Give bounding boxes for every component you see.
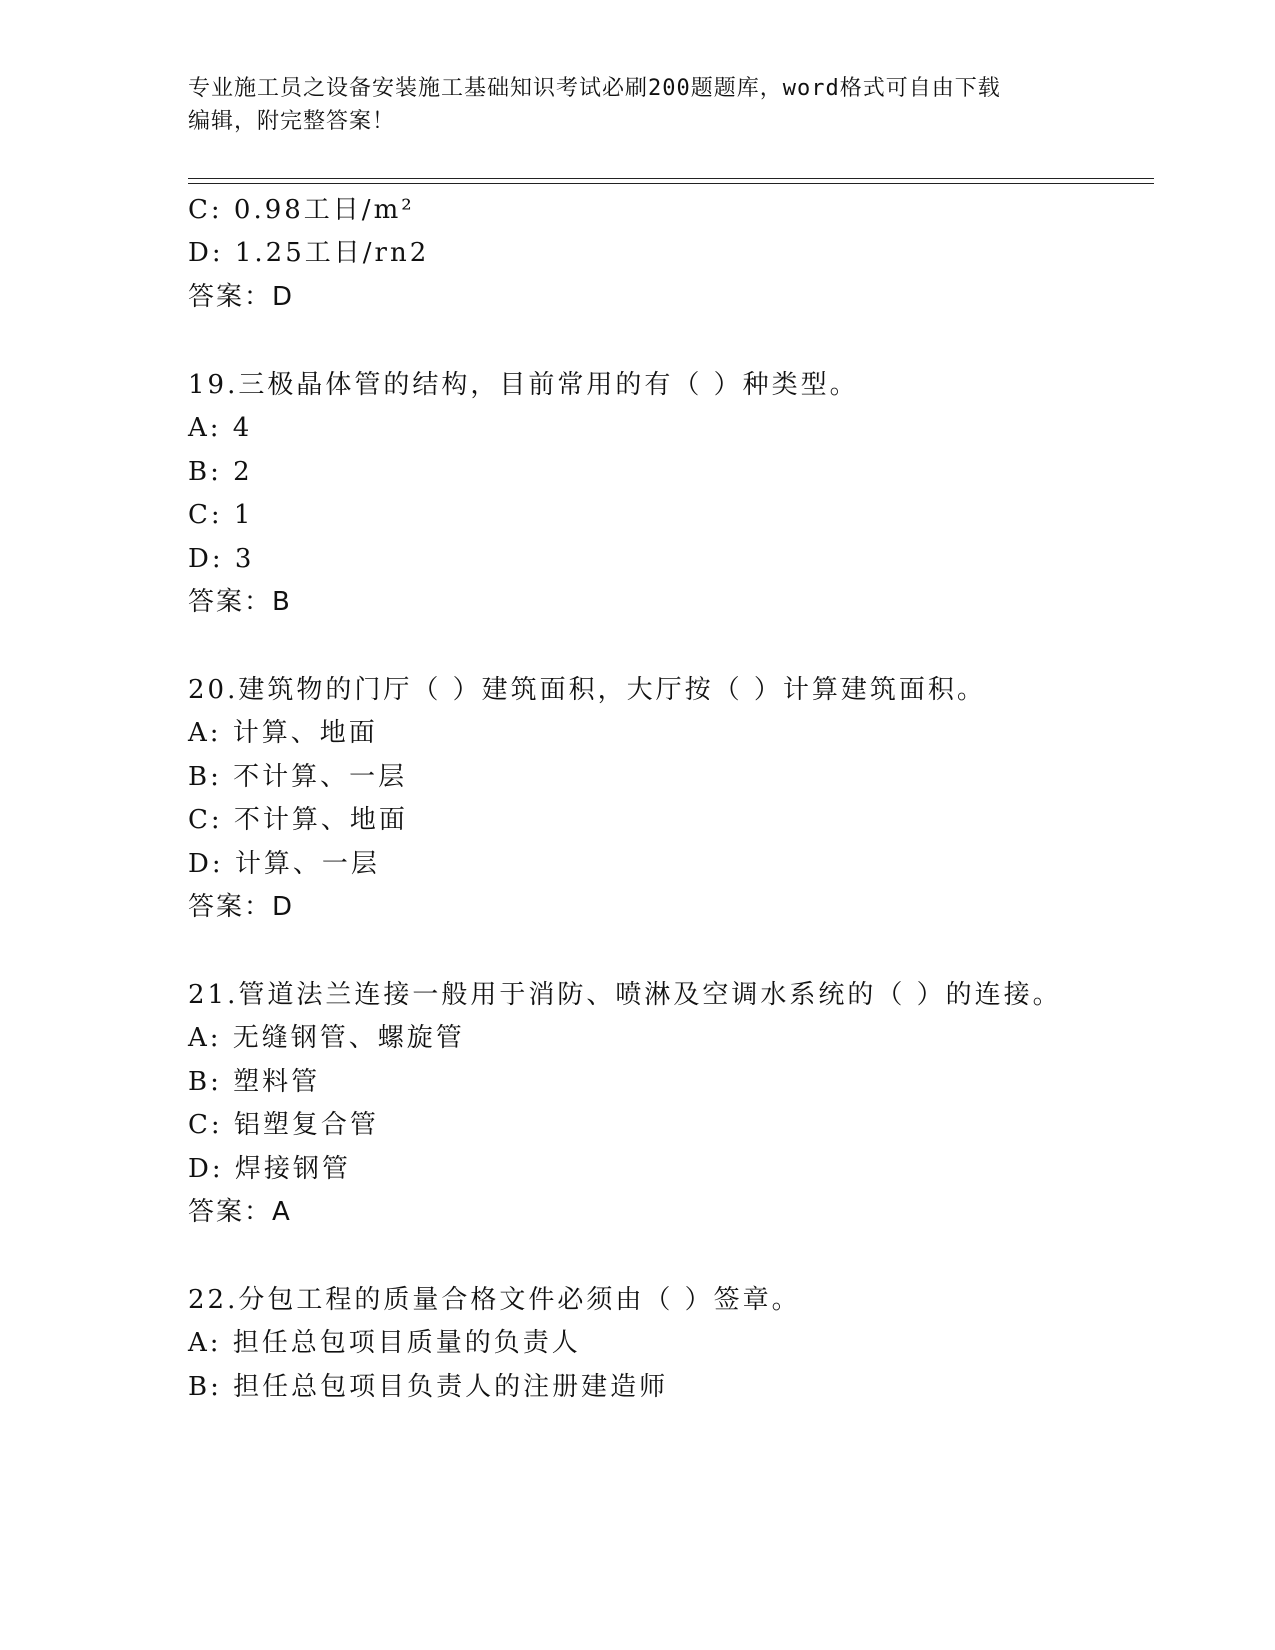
q22-option-a: A: 担任总包项目质量的负责人 bbox=[188, 1328, 581, 1358]
q21-option-b: B: 塑料管 bbox=[188, 1067, 321, 1097]
q19-option-c: C: 1 bbox=[188, 500, 254, 530]
header-rule-bottom bbox=[188, 183, 1154, 184]
q18-option-c: C: 0.98工日/m² bbox=[188, 195, 415, 225]
q19-option-d: D: 3 bbox=[188, 544, 255, 574]
q21-option-c: C: 铝塑复合管 bbox=[188, 1110, 379, 1140]
q22-option-b: B: 担任总包项目负责人的注册建造师 bbox=[188, 1372, 669, 1402]
q19-answer: 答案：B bbox=[188, 587, 292, 617]
q18-answer: 答案：D bbox=[188, 282, 295, 312]
q22-question: 22.分包工程的质量合格文件必须由（ ）签章。 bbox=[188, 1285, 801, 1315]
q19-question: 19.三极晶体管的结构，目前常用的有（ ）种类型。 bbox=[188, 370, 859, 400]
header-line-1: 专业施工员之设备安装施工基础知识考试必刷200题题库，word格式可自由下载 bbox=[188, 76, 1001, 101]
q19-option-a: A: 4 bbox=[188, 413, 253, 443]
q20-question: 20.建筑物的门厅（ ）建筑面积，大厅按（ ）计算建筑面积。 bbox=[188, 675, 986, 705]
q20-option-c: C: 不计算、地面 bbox=[188, 805, 408, 835]
header-line-2: 编辑，附完整答案！ bbox=[188, 109, 396, 134]
q20-option-a: A: 计算、地面 bbox=[188, 718, 378, 748]
q21-option-a: A: 无缝钢管、螺旋管 bbox=[188, 1023, 465, 1053]
document-header bbox=[188, 72, 1088, 138]
q21-answer: 答案：A bbox=[188, 1197, 292, 1227]
q18-option-d: D: 1.25工日/rn2 bbox=[188, 238, 430, 268]
q21-question: 21.管道法兰连接一般用于消防、喷淋及空调水系统的（ ）的连接。 bbox=[188, 980, 1062, 1010]
q21-option-d: D: 焊接钢管 bbox=[188, 1154, 351, 1184]
header-rule-top bbox=[188, 178, 1154, 179]
q20-option-d: D: 计算、一层 bbox=[188, 849, 380, 879]
q20-option-b: B: 不计算、一层 bbox=[188, 762, 408, 792]
q19-option-b: B: 2 bbox=[188, 457, 253, 487]
q20-answer: 答案：D bbox=[188, 892, 295, 922]
